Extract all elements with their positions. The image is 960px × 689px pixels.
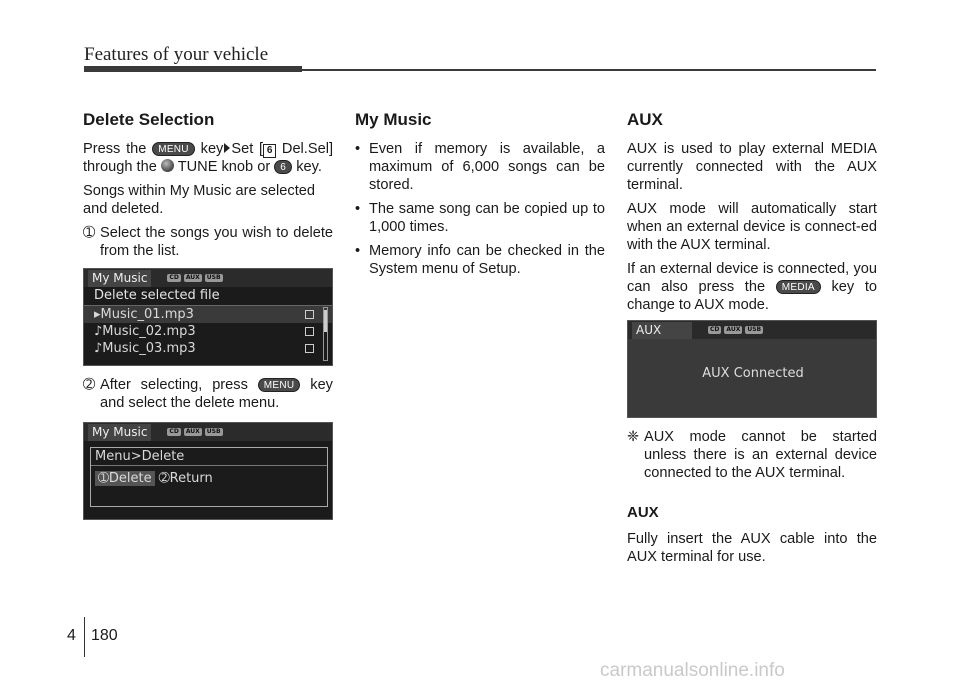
page-number: 180 <box>91 627 118 644</box>
chapter-number: 4 <box>67 627 76 644</box>
menu-options <box>91 466 327 487</box>
text-fragment: Del.Sel] through the <box>83 141 334 175</box>
usb-chip: USB <box>206 274 221 281</box>
bullet-text: Memory info can be checked in the System menu of Setup. <box>369 243 605 277</box>
screen-delete-selected-file <box>83 268 333 366</box>
step-marker: ➀ <box>83 225 96 241</box>
menu-header: Menu>Delete <box>91 448 327 466</box>
aux-paragraph-4: Fully insert the AUX cable into the AUX terminal for use. <box>627 531 877 565</box>
list-item <box>355 242 605 278</box>
scrollbar <box>323 307 328 361</box>
aux-chip: AUX <box>185 428 200 435</box>
text-fragment: TUNE knob <box>177 159 254 175</box>
media-key-icon: MEDIA <box>776 280 821 294</box>
text-fragment: After selecting, press <box>100 377 248 393</box>
aux-chip: AUX <box>185 274 200 281</box>
aux-paragraph-3 <box>627 260 877 314</box>
text-fragment: key. <box>296 159 322 175</box>
screen-aux-connected <box>627 320 877 418</box>
screen-top-bar <box>84 269 332 287</box>
screen-top-bar <box>84 423 332 441</box>
bullet-icon: • <box>355 201 361 217</box>
screen-title: AUX <box>632 322 692 339</box>
key-6-icon: 6 <box>274 160 292 174</box>
screen-top-bar <box>628 321 876 339</box>
my-music-heading: My Music <box>355 110 432 129</box>
text-fragment: key and select the delete menu. <box>100 377 333 411</box>
step-1 <box>83 224 333 260</box>
checkbox-icon <box>305 327 314 336</box>
file-name: Music_02.mp3 <box>102 324 196 339</box>
scroll-thumb <box>324 310 327 332</box>
aux-chip: AUX <box>726 326 741 333</box>
screen-title: My Music <box>88 270 151 287</box>
bullet-text: The same song can be copied up to 1,000 times. <box>369 201 605 235</box>
bullet-icon: • <box>355 141 361 157</box>
step-text: Select the songs you wish to delete from the list. <box>100 225 333 259</box>
column-delete-selection <box>83 110 333 520</box>
cd-chip: CD <box>169 274 179 281</box>
aux-heading: AUX <box>627 110 663 129</box>
aux-paragraph-1: AUX is used to play external MEDIA currently connected with the AUX terminal. <box>627 141 877 193</box>
my-music-bullets <box>355 140 605 278</box>
page-header-title: Features of your vehicle <box>84 44 269 65</box>
arrow-right-icon <box>224 143 230 153</box>
column-my-music <box>355 110 605 284</box>
list-item: ♪Music_03.mp3 <box>84 340 332 357</box>
header-rule-thin <box>302 69 876 71</box>
watermark: carmanualsonline.info <box>600 660 785 681</box>
header-rule-thick <box>84 66 302 72</box>
checkbox-icon <box>305 344 314 353</box>
menu-key-icon: MENU <box>258 378 301 392</box>
menu-panel <box>90 447 328 507</box>
cd-chip: CD <box>710 326 720 333</box>
footer-divider <box>84 617 85 657</box>
step-marker: ➁ <box>83 377 96 393</box>
bullet-text: Even if memory is available, a maximum of 6,000 songs can be stored. <box>369 141 605 193</box>
text-fragment: key to change to AUX mode. <box>627 279 877 313</box>
bullet-icon: • <box>355 243 361 259</box>
step-text <box>100 376 333 412</box>
return-option: ➁Return <box>158 471 213 486</box>
aux-status-text: AUX Connected <box>702 366 804 381</box>
number-key-icon: 6 <box>263 144 276 158</box>
file-name: Music_03.mp3 <box>102 341 196 356</box>
usb-chip: USB <box>206 428 221 435</box>
text-fragment: If an external device is connected, you can also press the <box>627 261 877 295</box>
text-fragment: key <box>200 141 224 157</box>
step-2 <box>83 376 333 412</box>
screen-subheader: Delete selected file <box>84 287 332 306</box>
delete-option: ➀Delete <box>95 471 155 486</box>
delete-description: Songs within My Music are selected and deleted. <box>83 183 315 217</box>
aux-subheading: AUX <box>627 504 659 521</box>
note-text: AUX mode cannot be started unless there is an external device connected to the AUX terminal. <box>644 429 877 481</box>
text-fragment: or <box>257 159 271 175</box>
screen-menu-delete <box>83 422 333 520</box>
screen-title: My Music <box>88 424 151 441</box>
delete-instructions <box>83 140 333 176</box>
list-item <box>355 200 605 236</box>
file-name: Music_01.mp3 <box>100 307 194 322</box>
text-fragment: Press the <box>83 141 147 157</box>
usb-chip: USB <box>747 326 762 333</box>
text-fragment: Set [ <box>231 141 264 157</box>
list-item <box>355 140 605 194</box>
menu-key-icon: MENU <box>152 142 195 156</box>
aux-paragraph-2: AUX mode will automatically start when an external device is connect-ed with the AUX terminal. <box>627 201 877 253</box>
cd-chip: CD <box>169 428 179 435</box>
aux-note <box>627 428 877 482</box>
delete-selection-heading: Delete Selection <box>83 110 215 129</box>
checkbox-icon <box>305 310 314 319</box>
column-aux <box>627 110 877 572</box>
list-item: ▸Music_01.mp3 <box>84 306 332 323</box>
tune-knob-icon <box>161 159 174 172</box>
list-item: ♪Music_02.mp3 <box>84 323 332 340</box>
note-marker-icon: ❈ <box>627 429 640 445</box>
